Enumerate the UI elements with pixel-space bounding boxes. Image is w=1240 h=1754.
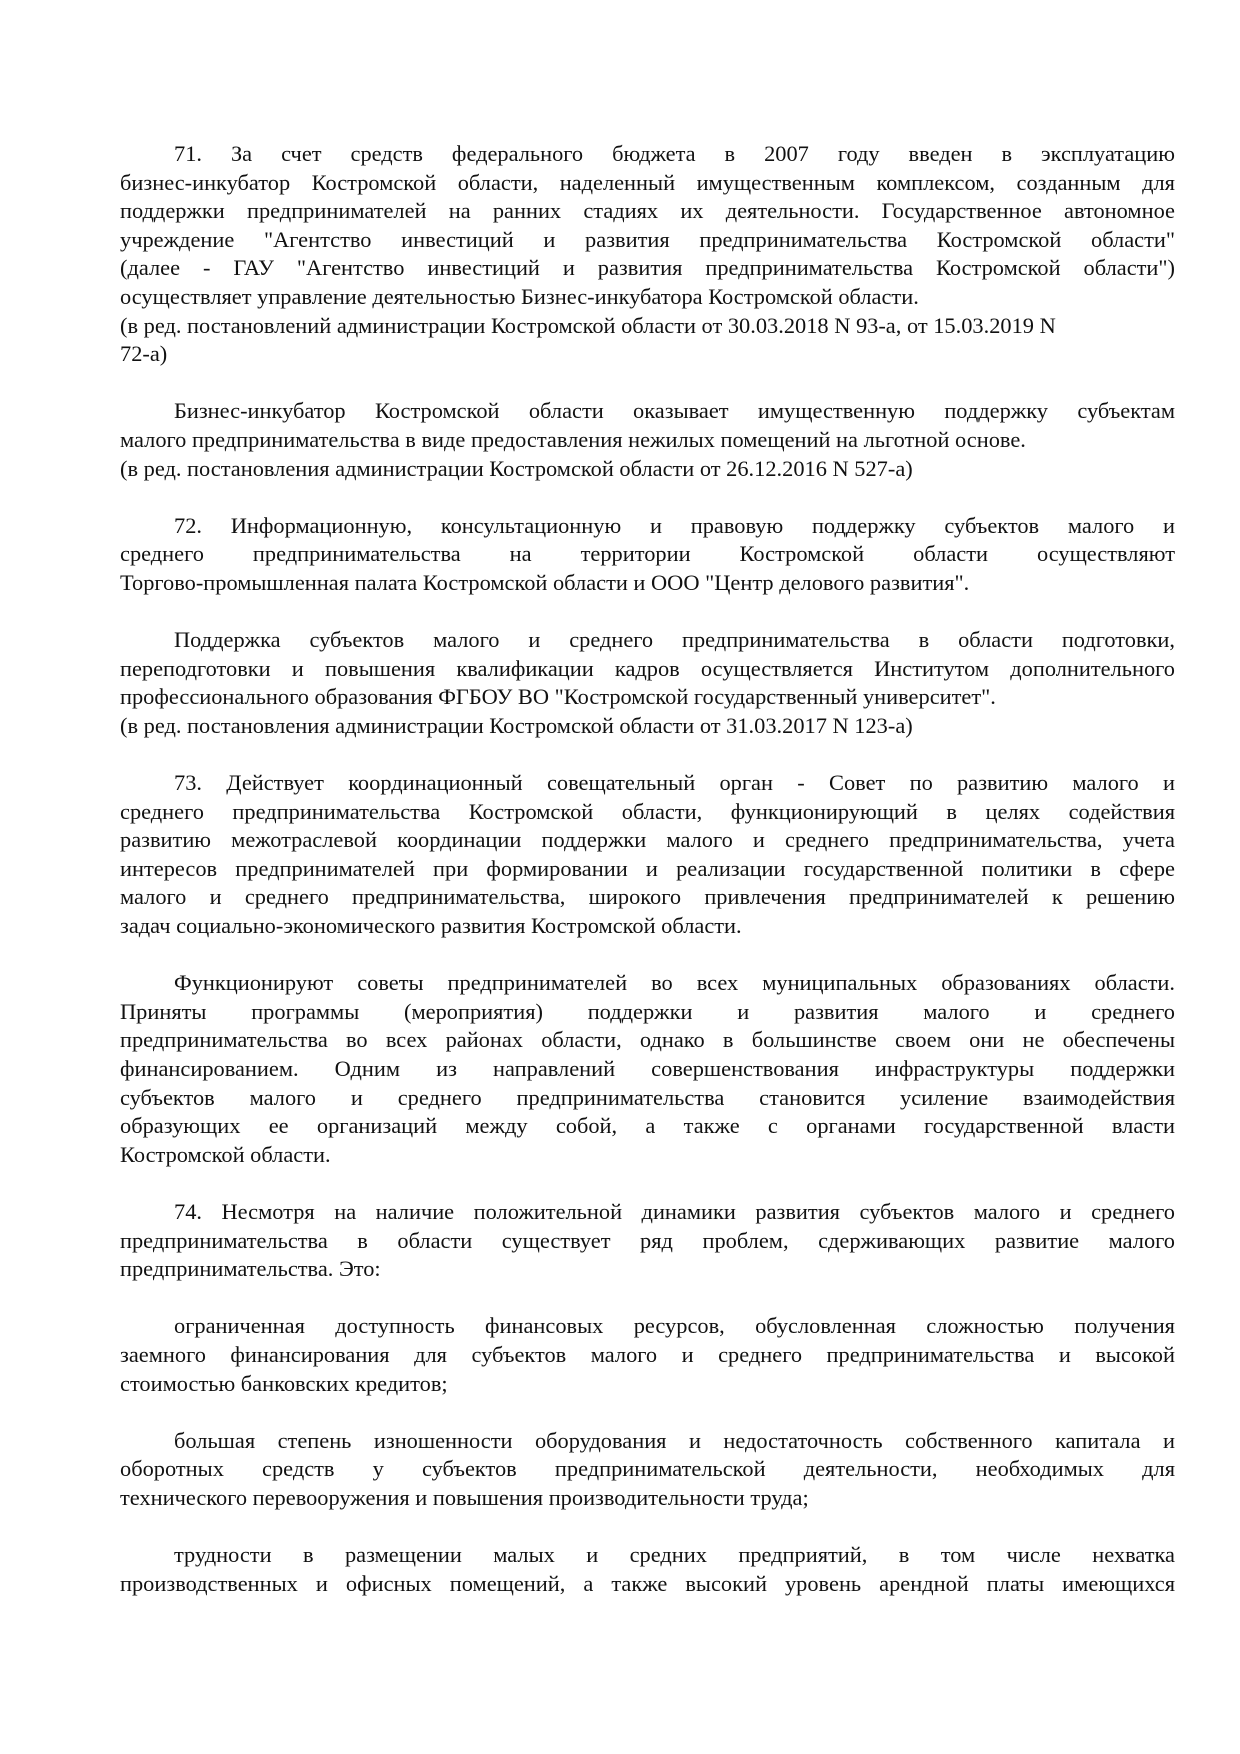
text-line: предпринимательства. Это: — [120, 1256, 381, 1282]
text-line: предпринимательства во всех районах области, однако в большинстве своем они не обеспечены — [120, 1027, 1175, 1053]
amendment-note — [120, 455, 1175, 484]
paragraph-training — [120, 626, 1175, 712]
text-line: (в ред. постановления администрации Костромской области от 26.12.2016 N 527-а) — [120, 455, 913, 481]
section-74 — [120, 1198, 1175, 1284]
text-line: 72-а) — [120, 341, 168, 367]
text-line: Торгово-промышленная палата Костромской области и ООО "Центр делового развития". — [120, 569, 970, 595]
amendment-note — [120, 312, 1175, 369]
text-line: 74. Несмотря на наличие положительной динамики развития субъектов малого и среднего — [174, 1198, 1175, 1224]
amendment-note — [120, 712, 1175, 741]
text-line: Бизнес-инкубатор Костромской области оказывает имущественную поддержку субъектам — [174, 398, 1175, 424]
problem-item-equipment — [120, 1427, 1175, 1513]
paragraph-74 — [120, 1198, 1175, 1284]
document-page — [120, 140, 1175, 1627]
text-line: заемного финансирования для субъектов малого и среднего предпринимательства и высокой — [120, 1341, 1175, 1367]
text-line: Поддержка субъектов малого и среднего предпринимательства в области подготовки, — [174, 627, 1175, 653]
text-line: ограниченная доступность финансовых ресурсов, обусловленная сложностью получения — [174, 1313, 1175, 1339]
text-line: среднего предпринимательства на территории Костромской области осуществляют — [120, 541, 1175, 567]
text-line: производственных и офисных помещений, а также высокий уровень арендной платы имеющихся — [120, 1570, 1175, 1596]
text-line: задач социально-экономического развития Костромской области. — [120, 913, 742, 939]
text-line: Функционируют советы предпринимателей во всех муниципальных образованиях области. — [174, 970, 1175, 996]
text-line: бизнес-инкубатор Костромской области, наделенный имущественным комплексом, созданным для — [120, 169, 1175, 195]
list-item — [120, 1541, 1175, 1598]
section-73 — [120, 769, 1175, 941]
text-line: стоимостью банковских кредитов; — [120, 1370, 448, 1396]
text-line: среднего предпринимательства Костромской области, функционирующий в целях содействия — [120, 798, 1175, 824]
text-line: большая степень изношенности оборудования и недостаточность собственного капитала и — [174, 1427, 1175, 1453]
text-line: трудности в размещении малых и средних предприятий, в том числе нехватка — [174, 1542, 1175, 1568]
problem-item-premises — [120, 1541, 1175, 1598]
text-line: 72. Информационную, консультационную и правовую поддержку субъектов малого и — [174, 512, 1175, 538]
text-line: переподготовки и повышения квалификации кадров осуществляется Институтом дополнительного — [120, 655, 1175, 681]
list-item — [120, 1427, 1175, 1513]
text-line: осуществляет управление деятельностью Бизнес-инкубатора Костромской области. — [120, 283, 919, 309]
text-line: интересов предпринимателей при формировании и реализации государственной политики в сфере — [120, 855, 1175, 881]
section-72 — [120, 512, 1175, 598]
text-line: малого предпринимательства в виде предоставления нежилых помещений на льготной основе. — [120, 426, 1026, 452]
text-line: малого и среднего предпринимательства, широкого привлечения предпринимателей к решению — [120, 884, 1175, 910]
section-71 — [120, 140, 1175, 369]
text-line: (далее - ГАУ "Агентство инвестиций и развития предпринимательства Костромской области") — [120, 255, 1175, 281]
text-line: Костромской области. — [120, 1141, 331, 1167]
text-line: профессионального образования ФГБОУ ВО "Костромской государственный университет". — [120, 684, 996, 710]
text-line: образующих ее организаций между собой, а также с органами государственной власти — [120, 1113, 1175, 1139]
section-72-training — [120, 626, 1175, 740]
text-line: технического перевооружения и повышения производительности труда; — [120, 1484, 809, 1510]
problem-item-financing — [120, 1312, 1175, 1398]
section-73-councils — [120, 969, 1175, 1169]
text-line: финансированием. Одним из направлений совершенствования инфраструктуры поддержки — [120, 1056, 1175, 1081]
list-item — [120, 1312, 1175, 1398]
text-line: Приняты программы (мероприятия) поддержки и развития малого и среднего — [120, 998, 1175, 1024]
section-71-incubator — [120, 397, 1175, 483]
text-line: учреждение "Агентство инвестиций и развития предпринимательства Костромской области" — [120, 226, 1175, 252]
text-line: 73. Действует координационный совещательный орган - Совет по развитию малого и — [174, 770, 1175, 796]
paragraph-72 — [120, 512, 1175, 598]
text-line: (в ред. постановлений администрации Костромской области от 30.03.2018 N 93-а, от 15.03.2019 N — [120, 312, 1056, 338]
paragraph-71 — [120, 140, 1175, 312]
paragraph-councils — [120, 969, 1175, 1169]
text-line: (в ред. постановления администрации Костромской области от 31.03.2017 N 123-а) — [120, 712, 913, 738]
paragraph-incubator — [120, 397, 1175, 454]
text-line: оборотных средств у субъектов предпринимательской деятельности, необходимых для — [120, 1456, 1175, 1482]
text-line: предпринимательства в области существует ряд проблем, сдерживающих развитие малого — [120, 1227, 1175, 1253]
text-line: субъектов малого и среднего предпринимательства становится усиление взаимодействия — [120, 1084, 1175, 1110]
text-line: развитию межотраслевой координации поддержки малого и среднего предпринимательства, учета — [120, 827, 1175, 853]
text-line: поддержки предпринимателей на ранних стадиях их деятельности. Государственное автономное — [120, 198, 1175, 224]
text-line: 71. За счет средств федерального бюджета в 2007 году введен в эксплуатацию — [174, 141, 1175, 166]
paragraph-73 — [120, 769, 1175, 941]
